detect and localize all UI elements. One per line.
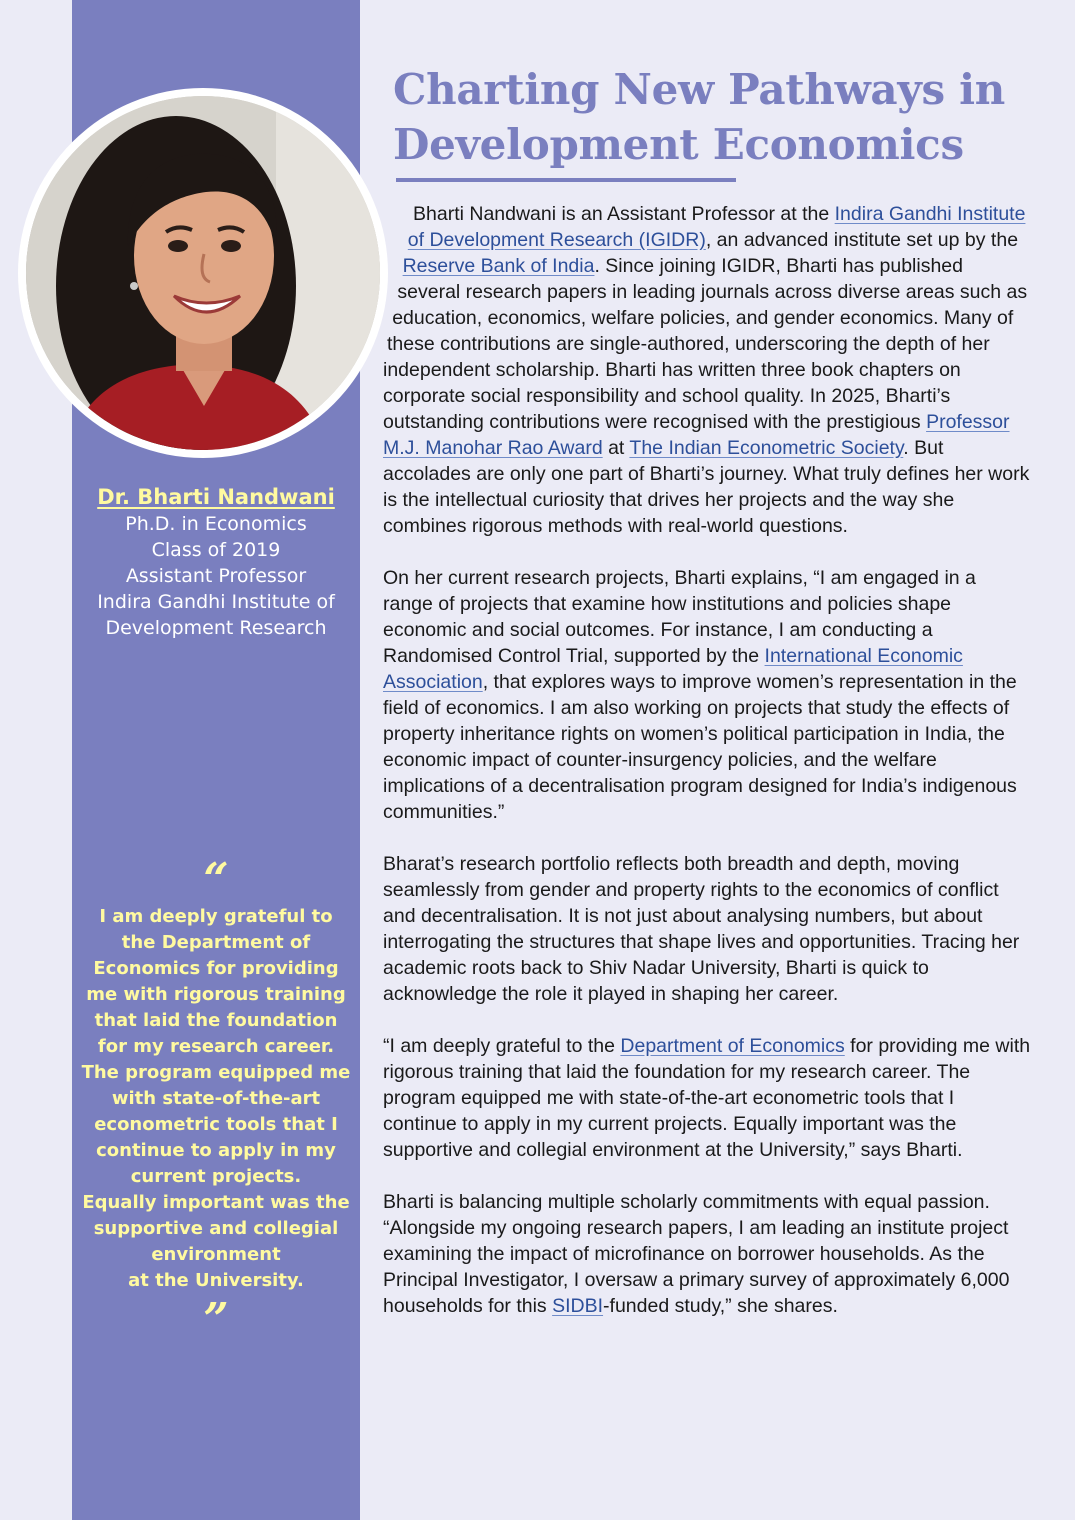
text-run: . Since joining IGIDR, Bharti has published several research papers in leading journals across diverse areas such as education, economics, welfare policies, and gender economics. Many of these contributions are single-authored, underscoring the depth of her independent scholarship. Bharti has written three book chapters on corporate social responsibility and school quality. In 2025, Bharti’s outstanding contributions were recognised with the prestigious bbox=[383, 255, 1028, 433]
sidebar-quote bbox=[80, 854, 352, 1345]
text-run: , that explores ways to improve women’s representation in the field of economics. I am also working on projects that study the effects of property inheritance rights on women’s political participation in India, the economic impact of counter-insurgency policies, and the welfare implications of a decentralisation program designed for India’s indigenous communities.” bbox=[383, 671, 1017, 823]
portrait-illustration bbox=[26, 96, 380, 450]
text-run: “I am deeply grateful to the bbox=[383, 1035, 621, 1057]
paragraph-portfolio: Bharat’s research portfolio reflects both breadth and depth, moving seamlessly from gender and property rights to the economics of conflict and decentralisation. It is not just about analysing numbers, but about interrogating the structures that shape lives and opportunities. Tracing her academic roots back to Shiv Nadar University, Bharti is quick to acknowledge the role it played in shaping her career. bbox=[383, 853, 1020, 1005]
text-run: . But accolades are only one part of Bharti’s journey. What truly defines her work is the intellectual curiosity that drives her projects and the way she combines rigorous methods with real-world questions. bbox=[383, 437, 1030, 537]
text-run: -funded study,” she shares. bbox=[603, 1295, 838, 1317]
profile-info bbox=[72, 484, 360, 641]
page-title: Charting New Pathways in Development Economics bbox=[393, 65, 1006, 169]
link-econometric-society[interactable]: The Indian Econometric Society bbox=[629, 437, 904, 459]
profile-position: Assistant Professor bbox=[125, 565, 307, 587]
profile-institute: Indira Gandhi Institute of Development Research bbox=[97, 591, 335, 639]
close-quote-icon: ” bbox=[203, 1294, 229, 1345]
profile-photo bbox=[18, 88, 388, 458]
text-run: Bharti is balancing multiple scholarly commitments with equal passion. “Alongside my ongoing research papers, I am leading an institute project examining the impact of microfinance on borrower households. As the Principal Investigator, I oversaw a primary survey of approximately 6,000 households for this bbox=[383, 1191, 1010, 1317]
link-award[interactable]: Professor M.J. Manohar Rao Award bbox=[383, 411, 1010, 459]
text-run: for providing me with rigorous training that laid the foundation for my research career. The program equipped me with state-of-the-art econometric tools that I continue to apply in my current projects. Equally important was the supportive and collegial environment at the University,” says Bharti. bbox=[383, 1035, 1031, 1161]
link-sidbi[interactable]: SIDBI bbox=[552, 1295, 604, 1317]
link-iea[interactable]: International Economic Association bbox=[383, 645, 963, 693]
text-run: , an advanced institute set up by the bbox=[705, 229, 1019, 251]
link-reserve-bank[interactable]: Reserve Bank of India bbox=[402, 255, 595, 277]
article-body bbox=[383, 201, 1031, 1345]
link-department[interactable]: Department of Economics bbox=[620, 1035, 845, 1057]
profile-class: Class of 2019 bbox=[151, 539, 281, 561]
text-run: On her current research projects, Bharti explains, “I am engaged in a range of projects that examine how institutions and policies shape economic and social outcomes. For instance, I am conducting a Randomised Control Trial, supported by the bbox=[383, 567, 976, 667]
sidebar-quote-text: I am deeply grateful to the Department of Economics for providing me with rigorous training that laid the foundation for my research career. The program equipped me with state-of-the-art econometric tools that I continue to apply in my current projects. Equally important was the supportive and collegial environment at the University. bbox=[81, 906, 351, 1291]
paragraph-gratitude bbox=[383, 1033, 1031, 1163]
paragraph-intro bbox=[383, 201, 1031, 539]
text-run: at bbox=[602, 437, 630, 459]
title-underline bbox=[396, 178, 736, 182]
profile-name[interactable]: Dr. Bharti Nandwani bbox=[97, 485, 335, 509]
paragraph-microfinance bbox=[383, 1189, 1031, 1319]
text-run: Bharti Nandwani is an Assistant Professor at the bbox=[413, 203, 835, 225]
paragraph-research bbox=[383, 565, 1031, 825]
link-igidr[interactable]: Indira Gandhi Institute of Development Research (IGIDR) bbox=[407, 203, 1026, 251]
profile-photo-image bbox=[26, 96, 380, 450]
open-quote-icon: “ bbox=[203, 854, 229, 905]
profile-degree: Ph.D. in Economics bbox=[125, 513, 307, 535]
